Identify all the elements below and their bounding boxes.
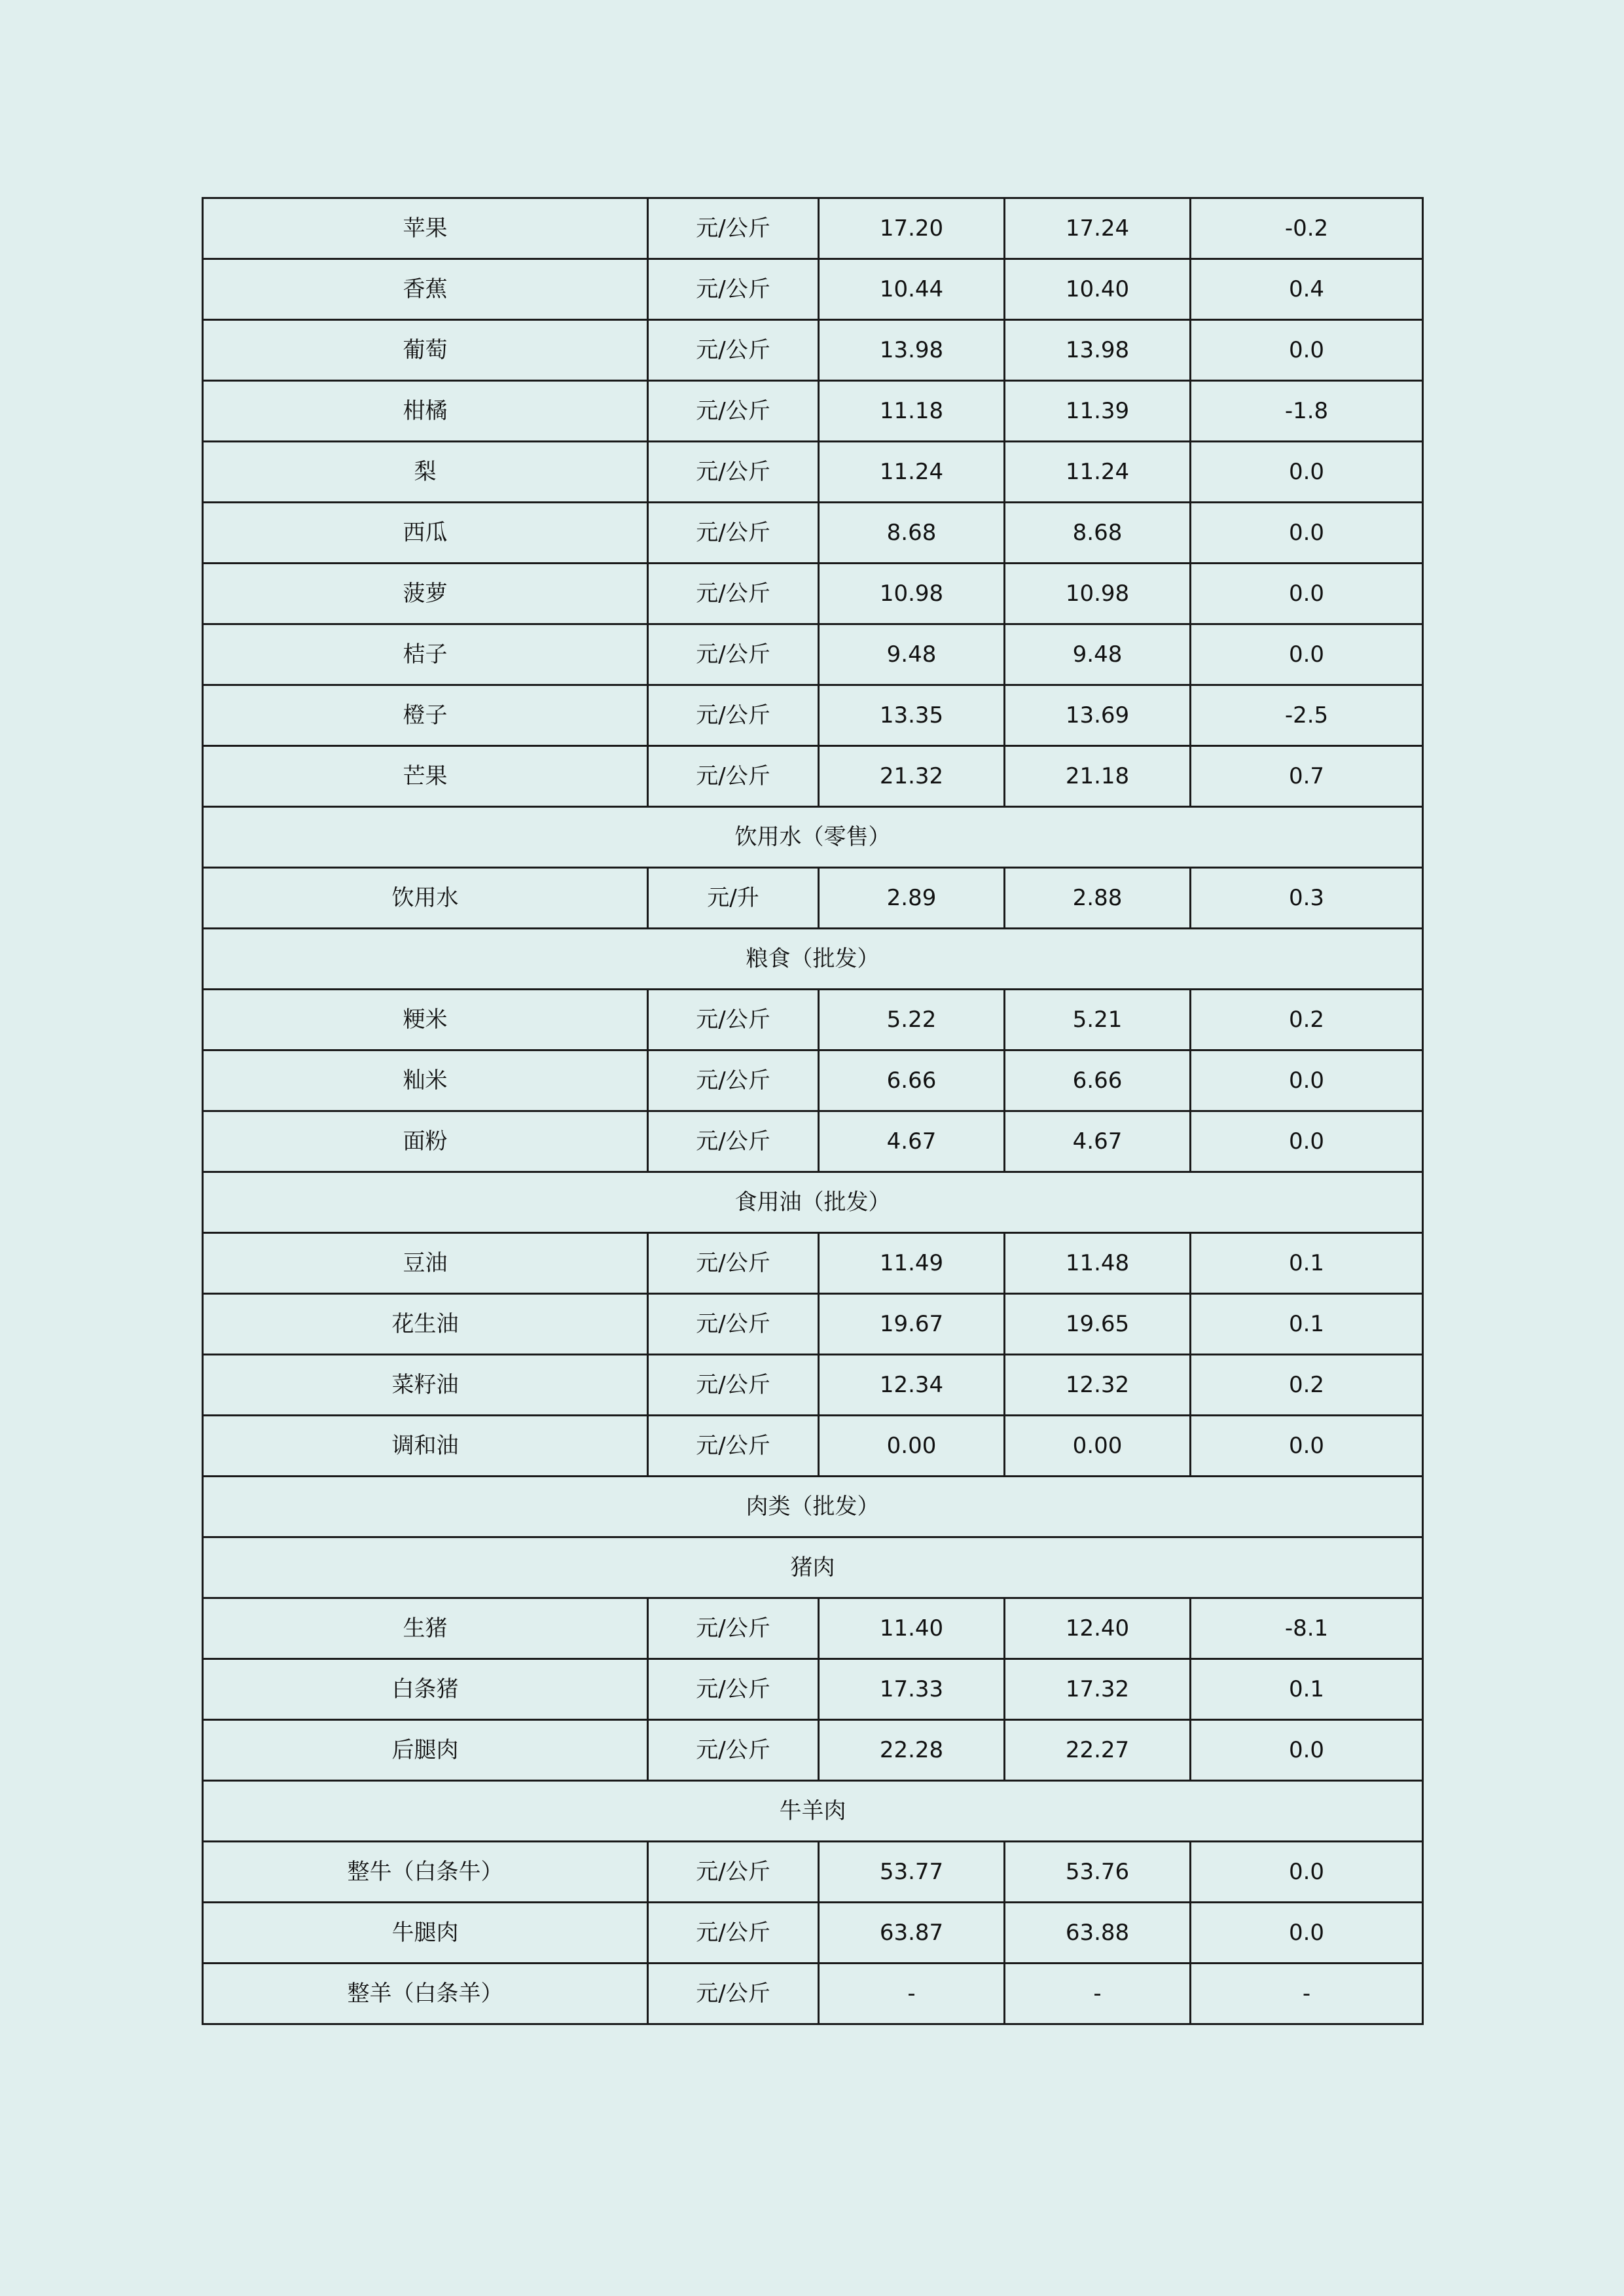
section-title: 猪肉: [203, 1537, 1423, 1598]
current-price-cell: 19.67: [819, 1294, 1005, 1355]
previous-price-cell: 11.39: [1005, 381, 1191, 442]
table-row: [203, 381, 1423, 442]
change-percent-cell: -: [1191, 1964, 1423, 2024]
change-percent-cell: 0.2: [1191, 1355, 1423, 1416]
unit-cell: 元/公斤: [648, 381, 819, 442]
change-percent-cell: 0.1: [1191, 1294, 1423, 1355]
unit-cell: 元/公斤: [648, 1964, 819, 2024]
previous-price-cell: 5.21: [1005, 990, 1191, 1050]
previous-price-cell: 22.27: [1005, 1720, 1191, 1781]
previous-price-cell: -: [1005, 1964, 1191, 2024]
current-price-cell: 10.98: [819, 564, 1005, 624]
item-name-cell: 生猪: [203, 1598, 648, 1659]
unit-cell: 元/公斤: [648, 564, 819, 624]
table-row: [203, 1598, 1423, 1659]
previous-price-cell: 11.24: [1005, 442, 1191, 503]
current-price-cell: 17.33: [819, 1659, 1005, 1720]
table-row: [203, 685, 1423, 746]
unit-cell: 元/公斤: [648, 1233, 819, 1294]
item-name-cell: 苹果: [203, 198, 648, 259]
unit-cell: 元/公斤: [648, 1842, 819, 1903]
unit-cell: 元/公斤: [648, 1598, 819, 1659]
change-percent-cell: 0.0: [1191, 1416, 1423, 1477]
table-row: [203, 1842, 1423, 1903]
unit-cell: 元/公斤: [648, 1355, 819, 1416]
current-price-cell: 63.87: [819, 1903, 1005, 1964]
current-price-cell: 0.00: [819, 1416, 1005, 1477]
table-row: [203, 442, 1423, 503]
item-name-cell: 调和油: [203, 1416, 648, 1477]
change-percent-cell: 0.2: [1191, 990, 1423, 1050]
previous-price-cell: 10.98: [1005, 564, 1191, 624]
previous-price-cell: 4.67: [1005, 1111, 1191, 1172]
previous-price-cell: 9.48: [1005, 624, 1191, 685]
change-percent-cell: 0.3: [1191, 868, 1423, 929]
change-percent-cell: 0.0: [1191, 1903, 1423, 1964]
price-table: [202, 197, 1424, 2025]
change-percent-cell: 0.0: [1191, 564, 1423, 624]
change-percent-cell: 0.0: [1191, 1111, 1423, 1172]
item-name-cell: 菜籽油: [203, 1355, 648, 1416]
unit-cell: 元/公斤: [648, 1720, 819, 1781]
table-row: [203, 1964, 1423, 2024]
current-price-cell: 5.22: [819, 990, 1005, 1050]
current-price-cell: 13.35: [819, 685, 1005, 746]
previous-price-cell: 10.40: [1005, 259, 1191, 320]
unit-cell: 元/公斤: [648, 990, 819, 1050]
section-title: 饮用水（零售）: [203, 807, 1423, 868]
previous-price-cell: 53.76: [1005, 1842, 1191, 1903]
item-name-cell: 西瓜: [203, 503, 648, 564]
unit-cell: 元/公斤: [648, 1659, 819, 1720]
item-name-cell: 饮用水: [203, 868, 648, 929]
current-price-cell: 10.44: [819, 259, 1005, 320]
item-name-cell: 菠萝: [203, 564, 648, 624]
change-percent-cell: 0.0: [1191, 1050, 1423, 1111]
current-price-cell: 11.18: [819, 381, 1005, 442]
previous-price-cell: 17.24: [1005, 198, 1191, 259]
current-price-cell: 8.68: [819, 503, 1005, 564]
current-price-cell: 17.20: [819, 198, 1005, 259]
item-name-cell: 白条猪: [203, 1659, 648, 1720]
current-price-cell: 11.49: [819, 1233, 1005, 1294]
unit-cell: 元/公斤: [648, 624, 819, 685]
previous-price-cell: 12.32: [1005, 1355, 1191, 1416]
section-row: [203, 1781, 1423, 1842]
previous-price-cell: 13.69: [1005, 685, 1191, 746]
table-row: [203, 624, 1423, 685]
item-name-cell: 桔子: [203, 624, 648, 685]
unit-cell: 元/公斤: [648, 259, 819, 320]
table-row: [203, 1294, 1423, 1355]
change-percent-cell: 0.7: [1191, 746, 1423, 807]
item-name-cell: 橙子: [203, 685, 648, 746]
current-price-cell: 21.32: [819, 746, 1005, 807]
table-row: [203, 1903, 1423, 1964]
unit-cell: 元/公斤: [648, 442, 819, 503]
section-row: [203, 929, 1423, 990]
previous-price-cell: 0.00: [1005, 1416, 1191, 1477]
current-price-cell: 4.67: [819, 1111, 1005, 1172]
table-row: [203, 320, 1423, 381]
previous-price-cell: 63.88: [1005, 1903, 1191, 1964]
table-row: [203, 503, 1423, 564]
unit-cell: 元/公斤: [648, 320, 819, 381]
item-name-cell: 梨: [203, 442, 648, 503]
table-row: [203, 746, 1423, 807]
unit-cell: 元/公斤: [648, 746, 819, 807]
item-name-cell: 香蕉: [203, 259, 648, 320]
table-row: [203, 1659, 1423, 1720]
table-row: [203, 1416, 1423, 1477]
change-percent-cell: 0.0: [1191, 624, 1423, 685]
item-name-cell: 芒果: [203, 746, 648, 807]
table-row: [203, 1355, 1423, 1416]
change-percent-cell: 0.0: [1191, 320, 1423, 381]
table-row: [203, 198, 1423, 259]
previous-price-cell: 19.65: [1005, 1294, 1191, 1355]
current-price-cell: 11.40: [819, 1598, 1005, 1659]
previous-price-cell: 8.68: [1005, 503, 1191, 564]
item-name-cell: 粳米: [203, 990, 648, 1050]
unit-cell: 元/公斤: [648, 1111, 819, 1172]
previous-price-cell: 13.98: [1005, 320, 1191, 381]
unit-cell: 元/升: [648, 868, 819, 929]
current-price-cell: 2.89: [819, 868, 1005, 929]
section-row: [203, 807, 1423, 868]
unit-cell: 元/公斤: [648, 503, 819, 564]
table-row: [203, 868, 1423, 929]
change-percent-cell: 0.1: [1191, 1659, 1423, 1720]
unit-cell: 元/公斤: [648, 1903, 819, 1964]
section-row: [203, 1477, 1423, 1537]
change-percent-cell: -1.8: [1191, 381, 1423, 442]
previous-price-cell: 11.48: [1005, 1233, 1191, 1294]
current-price-cell: 6.66: [819, 1050, 1005, 1111]
change-percent-cell: -2.5: [1191, 685, 1423, 746]
item-name-cell: 葡萄: [203, 320, 648, 381]
previous-price-cell: 2.88: [1005, 868, 1191, 929]
item-name-cell: 后腿肉: [203, 1720, 648, 1781]
previous-price-cell: 6.66: [1005, 1050, 1191, 1111]
change-percent-cell: 0.4: [1191, 259, 1423, 320]
section-title: 粮食（批发）: [203, 929, 1423, 990]
item-name-cell: 整羊（白条羊）: [203, 1964, 648, 2024]
change-percent-cell: -8.1: [1191, 1598, 1423, 1659]
section-row: [203, 1172, 1423, 1233]
table-row: [203, 564, 1423, 624]
item-name-cell: 整牛（白条牛）: [203, 1842, 648, 1903]
current-price-cell: 11.24: [819, 442, 1005, 503]
previous-price-cell: 17.32: [1005, 1659, 1191, 1720]
change-percent-cell: 0.0: [1191, 1842, 1423, 1903]
section-row: [203, 1537, 1423, 1598]
table-row: [203, 259, 1423, 320]
item-name-cell: 豆油: [203, 1233, 648, 1294]
section-title: 肉类（批发）: [203, 1477, 1423, 1537]
table-row: [203, 1720, 1423, 1781]
section-title: 牛羊肉: [203, 1781, 1423, 1842]
current-price-cell: 9.48: [819, 624, 1005, 685]
current-price-cell: 53.77: [819, 1842, 1005, 1903]
current-price-cell: 22.28: [819, 1720, 1005, 1781]
current-price-cell: 12.34: [819, 1355, 1005, 1416]
change-percent-cell: -0.2: [1191, 198, 1423, 259]
unit-cell: 元/公斤: [648, 1050, 819, 1111]
unit-cell: 元/公斤: [648, 1416, 819, 1477]
current-price-cell: -: [819, 1964, 1005, 2024]
unit-cell: 元/公斤: [648, 198, 819, 259]
item-name-cell: 柑橘: [203, 381, 648, 442]
table-row: [203, 1111, 1423, 1172]
change-percent-cell: 0.0: [1191, 442, 1423, 503]
unit-cell: 元/公斤: [648, 1294, 819, 1355]
table-row: [203, 1233, 1423, 1294]
table-row: [203, 990, 1423, 1050]
current-price-cell: 13.98: [819, 320, 1005, 381]
item-name-cell: 花生油: [203, 1294, 648, 1355]
item-name-cell: 籼米: [203, 1050, 648, 1111]
price-table-body: [203, 198, 1423, 2024]
change-percent-cell: 0.0: [1191, 1720, 1423, 1781]
item-name-cell: 面粉: [203, 1111, 648, 1172]
change-percent-cell: 0.0: [1191, 503, 1423, 564]
section-title: 食用油（批发）: [203, 1172, 1423, 1233]
change-percent-cell: 0.1: [1191, 1233, 1423, 1294]
item-name-cell: 牛腿肉: [203, 1903, 648, 1964]
table-row: [203, 1050, 1423, 1111]
previous-price-cell: 12.40: [1005, 1598, 1191, 1659]
previous-price-cell: 21.18: [1005, 746, 1191, 807]
unit-cell: 元/公斤: [648, 685, 819, 746]
